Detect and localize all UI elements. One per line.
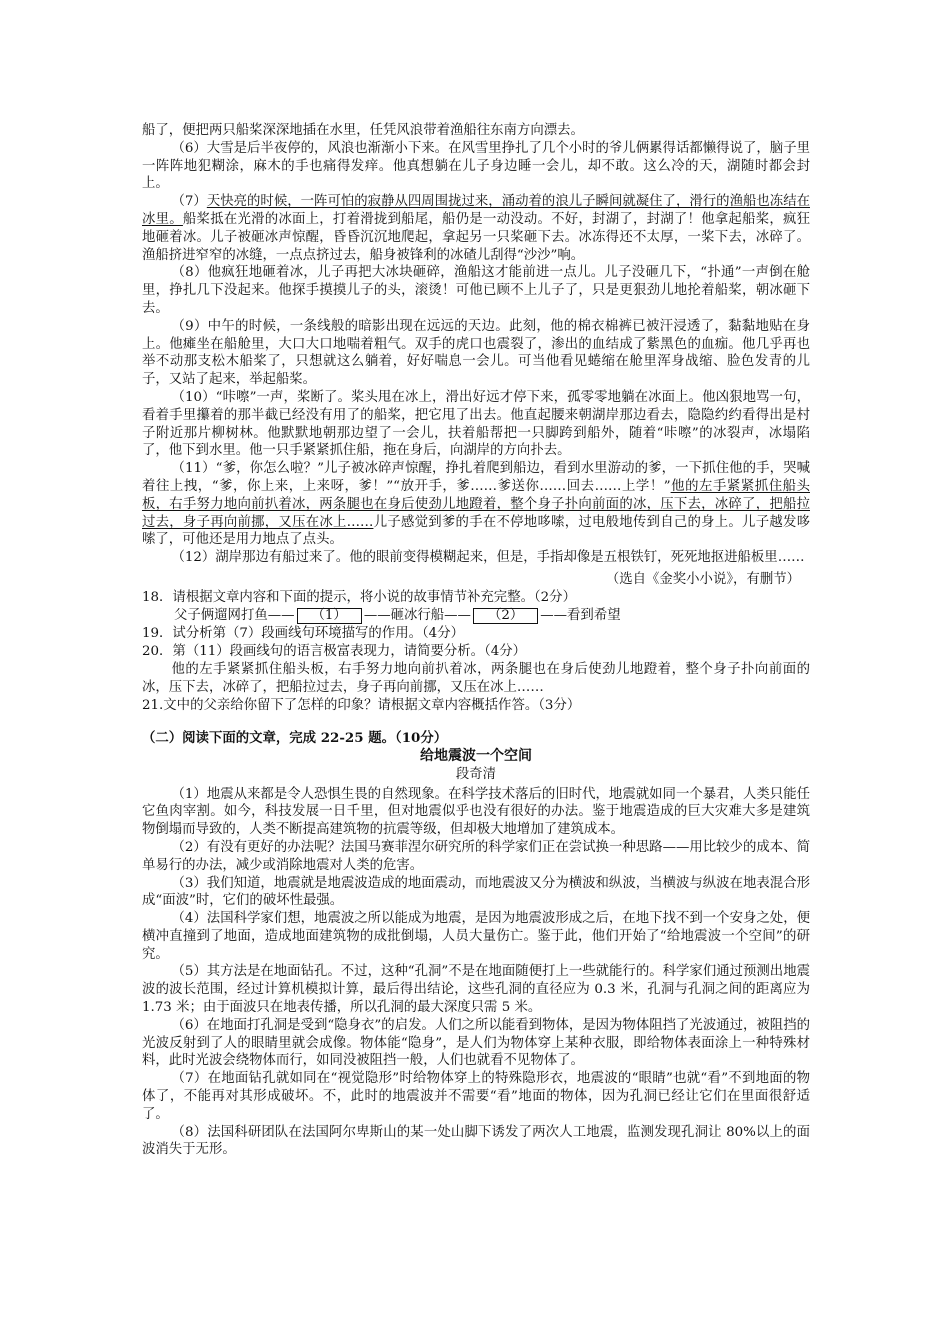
section-2-heading: （二）阅读下面的文章，完成 22-25 题。（10分）	[142, 729, 448, 746]
plot-step: ——看到希望	[540, 607, 621, 623]
article-paragraph: （7）在地面钻孔就如同在“视觉隐形”时给物体穿上的特殊隐形衣，地震波的“眼睛”也就“看”不到地面的物体了，不能再对其形成破坏。不，此时的地震波并不需要“看”地面的物体，因为孔洞已经让它们在里面很舒适了。	[142, 1071, 810, 1122]
underlined-action-sentence: 他的左手紧紧抓住船头板，右手努力地向前扒着冰，两条腿也在身后使劲儿地蹬着，整个身子扑向前面的冰，压下去，冰碎了，把船拉过去，身子再向前挪，又压在冰上……	[142, 478, 810, 530]
story-paragraph-11	[142, 460, 810, 549]
article-title: 给地震波一个空间	[420, 747, 532, 764]
story-paragraph-8: （8）他疯狂地砸着冰，儿子再把大冰块砸碎，渔船这才能前进一点儿。儿子没砸几下，“扑通”一声倒在舱里，挣扎几下没起来。他探手摸摸儿子的头，滚烫！可他已顾不上儿子了，只是更狠劲儿地抡着船桨，朝冰砸下去。	[142, 265, 810, 316]
question-18: 18．请根据文章内容和下面的提示，将小说的故事情节补充完整。（2分）	[142, 589, 576, 605]
article-paragraph: （3）我们知道，地震就是地震波造成的地面震动，而地震波又分为横波和纵波，当横波与纵波在地表混合形成“面波”时，它们的破坏性最强。	[142, 875, 810, 909]
article-paragraph: （2）有没有更好的办法呢？法国马赛菲涅尔研究所的科学家们正在尝试换一种思路——用比较少的成本、简单易行的办法，减少或消除地震对人类的危害。	[142, 839, 810, 873]
question-19: 19．试分析第（7）段画线句环境描写的作用。（4分）	[142, 625, 464, 641]
article-paragraph: （5）其方法是在地面钻孔。不过，这种“孔洞”不是在地面随便打上一些就能行的。科学家们通过预测出地震波的波长范围，经过计算机模拟计算，最后得出结论，这些孔洞的直径应为 0.3 米，孔洞与孔洞之间的距离应为 1.73 米；由于面波只在地表传播，所以孔洞的最大深度只需 5 米。	[142, 964, 810, 1016]
story-paragraph-6: （6）大雪是后半夜停的，风浪也渐渐小下来。在风雪里挣扎了几个小时的爷儿俩累得话都懒得说了，脑子里一阵阵地犯糊涂，麻木的手也痛得发痒。他真想躺在儿子身边睡一会儿，却不敢。这么冷的天，湖随时都会封上。	[142, 140, 810, 192]
plot-step: ——砸冰行船——	[363, 607, 471, 623]
story-paragraph-0: 船了，便把两只船桨深深地插在水里，任凭风浪带着渔船往东南方向漂去。	[142, 123, 584, 138]
story-paragraph-9: （9）中午的时候，一条线般的暗影出现在远远的天边。此刻，他的棉衣棉裤已被汗浸透了，黏黏地贴在身上。他瘫坐在船舱里，大口大口地喘着粗气。双手的虎口也震裂了，渗出的血结成了紫黑色的血痂。他几乎再也举不动那支松木船桨了，只想就这么躺着，好好喘息一会儿。可当他看见蜷缩在舱里浑身战缩、脸色发青的儿子，又站了起来，举起船桨。	[142, 318, 810, 388]
story-paragraph-7	[142, 193, 810, 264]
question-20: 20．第（11）段画线句的语言极富表现力，请简要分析。（4分）	[142, 643, 527, 659]
paragraph-text: （11）“爹，你怎么啦？”儿子被冰碎声惊醒，挣扎着爬到船边，看到水里游动的爹，一下抓住他的手，哭喊着往上拽，“爹，你上来，上来呀，爹！”“放开手，爹……爹送你……回去……上学！”	[142, 461, 810, 494]
answer-blank-2[interactable]: （2）	[473, 608, 538, 624]
question-21: 21.文中的父亲给你留下了怎样的印象？请根据文章内容概括作答。（3分）	[142, 697, 581, 713]
story-source: （选自《金奖小小说》，有删节）	[605, 571, 800, 587]
plot-step: 父子俩遛网打鱼——	[174, 607, 295, 623]
paragraph-number: （7）	[171, 194, 207, 210]
article-author: 段奇清	[455, 766, 497, 782]
exam-page	[142, 122, 810, 1159]
article-paragraph: （8）法国科研团队在法国阿尔卑斯山的某一处山脚下诱发了两次人工地震，监测发现孔洞让 80%以上的面波消失于无形。	[142, 1124, 810, 1158]
story-paragraph-12: （12）湖岸那边有船过来了。他的眼前变得模糊起来，但是，手指却像是五根铁钉，死死地抠进船板里……	[171, 550, 805, 566]
article-paragraph: （4）法国科学家们想，地震波之所以能成为地震，是因为地震波形成之后，在地下找不到一个安身之处，便横冲直撞到了地面，造成地面建筑物的成批倒塌，人员大量伤亡。鉴于此，他们开始了“给地震波一个空间”的研究。	[142, 911, 810, 962]
story-paragraph-10: （10）“咔嚓”一声，桨断了。桨头甩在冰上，滑出好远才停下来，孤零零地躺在冰面上。他凶狠地骂一句，看着手里攥着的那半截已经没有用了的船桨，把它甩了出去。他直起腰来朝湖岸那边看去，隐隐约约看得出是村子附近那片柳树林。他默默地朝那边望了一会儿，扶着船帮把一只脚跨到船外，随着“咔嚓”的冰裂声，冰塌陷了，他下到水里。他一只手紧紧抓住船，拖在身后，向湖岸的方向扑去。	[142, 389, 810, 459]
answer-blank-1[interactable]: （1）	[297, 608, 362, 624]
article-paragraph: （6）在地面打孔洞是受到“隐身衣”的启发。人们之所以能看到物体，是因为物体阻挡了光波通过，被阻挡的光波反射到了人的眼睛里就会成像。物体能“隐身”，是人们为物体穿上某种衣服，即给物体表面涂上一种特殊材料，此时光波会绕物体而行，如同没被阻挡一般，人们也就看不见物体了。	[142, 1017, 810, 1069]
article-paragraph: （1）地震从来都是令人恐惧生畏的自然现象。在科学技术落后的旧时代，地震就如同一个暴君，人类只能任它鱼肉宰割。如今，科技发展一日千里，但对地震似乎也没有很好的办法。鉴于地震造成的巨大灾难大多是建筑物倒塌而导致的，人类不断提高建筑物的抗震等级，但却极大地增加了建筑成本。	[142, 786, 810, 838]
paragraph-text: 船桨抵在光滑的冰面上，打着滑拢到船尾，船仍是一动没动。不好，封湖了，封湖了！他拿起船桨，疯狂地砸着冰。儿子被砸冰声惊醒，昏昏沉沉地爬起，拿起另一只桨砸下去。冰冻得还不太厚，一桨下去，冰碎了。渔船挤进窄窄的冰缝，一点点挤过去，船身被锋利的冰碴儿刮得“沙沙”响。	[142, 211, 811, 263]
underlined-environment-sentence: 天快亮的时候，一阵可怕的寂静从四周围拢过来，涌动着的浪儿子瞬间就凝住了，滑行的渔船也冻结在冰里。	[142, 194, 810, 227]
question-18-plot-chain	[142, 607, 810, 625]
paragraph-text: 儿子感觉到爹的手在不停地哆嗦，过电般地传到自己的身上。儿子越发哆嗦了，可他还是用力地点了点头。	[142, 514, 811, 548]
question-20-quote: 他的左手紧紧抓住船头板，右手努力地向前扒着冰，两条腿也在身后使劲儿地蹬着，整个身子扑向前面的冰，压下去，冰碎了，把船拉过去，身子再向前挪，又压在冰上……	[142, 661, 810, 695]
